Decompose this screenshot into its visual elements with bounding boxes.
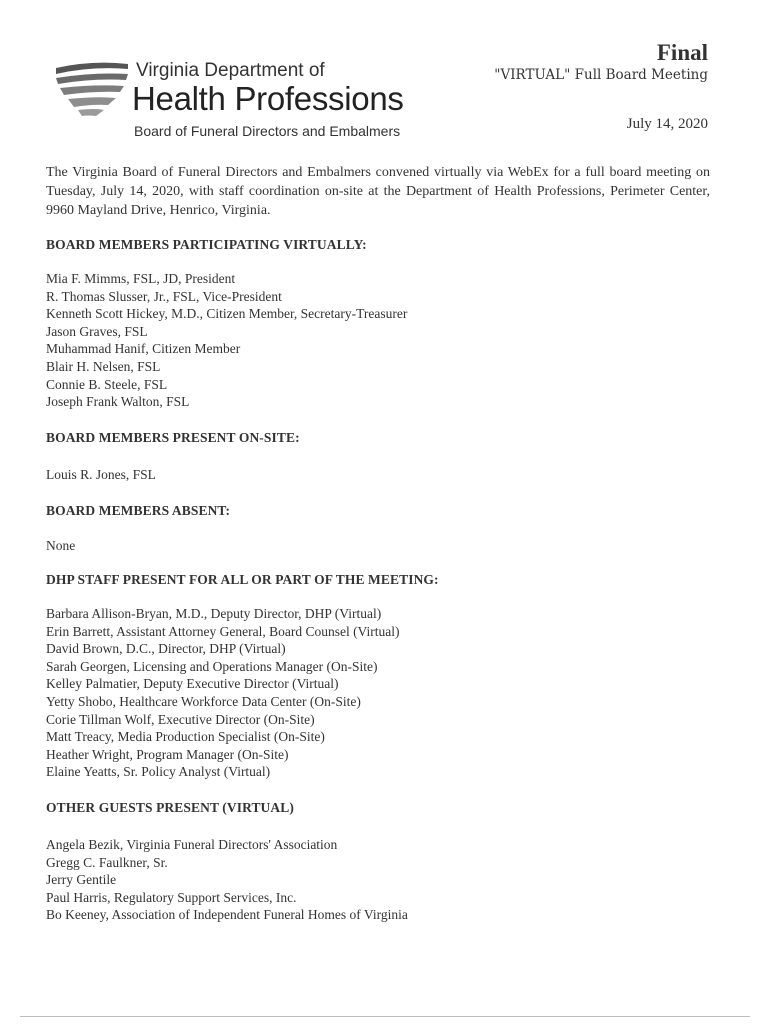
absent-members-list <box>46 537 75 555</box>
list-item: Joseph Frank Walton, FSL <box>46 394 190 410</box>
dhp-staff-list <box>46 605 400 781</box>
board-name: Board of Funeral Directors and Embalmers <box>134 123 401 139</box>
list-item: Bo Keeney, Association of Independent Funeral Homes of Virginia <box>46 907 408 923</box>
list-item: Yetty Shobo, Healthcare Workforce Data Center (On-Site) <box>46 693 361 709</box>
list-item: Erin Barrett, Assistant Attorney General, Board Counsel (Virtual) <box>46 623 400 639</box>
intro-paragraph: The Virginia Board of Funeral Directors and Embalmers convened virtually via WebEx for a full board meeting on Tuesday, July 14, 2020, with staff coordination on-site at the Department of Health Professions, Perimeter Center, 9960 Mayland Drive, Henrico, Virginia. <box>46 165 710 218</box>
agency-logo <box>52 52 452 152</box>
list-item: Connie B. Steele, FSL <box>46 376 168 392</box>
list-item: Muhammad Hanif, Citizen Member <box>46 341 241 357</box>
meeting-type: "VIRTUAL" Full Board Meeting <box>494 67 708 83</box>
section-heading-absent-members: BOARD MEMBERS ABSENT: <box>46 503 231 518</box>
list-item: None <box>46 538 76 553</box>
list-item: Barbara Allison-Bryan, M.D., Deputy Director, DHP (Virtual) <box>46 606 382 621</box>
list-item: Jerry Gentile <box>46 872 117 888</box>
list-item: Angela Bezik, Virginia Funeral Directors' Association <box>46 837 338 852</box>
document-status: Final <box>656 40 708 65</box>
list-item: Matt Treacy, Media Production Specialist (On-Site) <box>46 729 325 745</box>
list-item: David Brown, D.C., Director, DHP (Virtual) <box>46 641 286 657</box>
list-item: Gregg C. Faulkner, Sr. <box>46 854 168 870</box>
section-heading-dhp-staff: DHP STAFF PRESENT FOR ALL OR PART OF THE MEETING: <box>46 572 439 587</box>
section-heading-onsite-members: BOARD MEMBERS PRESENT ON-SITE: <box>46 430 300 445</box>
other-guests-list <box>46 836 408 924</box>
list-item: R. Thomas Slusser, Jr., FSL, Vice-President <box>46 288 282 304</box>
list-item: Mia F. Mimms, FSL, JD, President <box>46 271 236 286</box>
section-heading-other-guests: OTHER GUESTS PRESENT (VIRTUAL) <box>46 800 294 815</box>
list-item: Corie Tillman Wolf, Executive Director (On-Site) <box>46 711 315 727</box>
agency-name-line2: Health Professions <box>132 80 404 117</box>
list-item: Kelley Palmatier, Deputy Executive Director (Virtual) <box>46 676 339 692</box>
virtual-members-list <box>46 270 407 411</box>
list-item: Kenneth Scott Hickey, M.D., Citizen Member, Secretary-Treasurer <box>46 306 408 322</box>
list-item: Elaine Yeatts, Sr. Policy Analyst (Virtual) <box>46 764 271 780</box>
meeting-date: July 14, 2020 <box>626 116 708 132</box>
dhp-swoosh-logo-icon <box>52 58 130 120</box>
page-bottom-rule <box>20 1016 750 1017</box>
onsite-members-list <box>46 466 156 484</box>
list-item: Paul Harris, Regulatory Support Services, Inc. <box>46 889 297 905</box>
list-item: Sarah Georgen, Licensing and Operations Manager (On-Site) <box>46 658 378 674</box>
list-item: Louis R. Jones, FSL <box>46 467 156 482</box>
agency-name-line1: Virginia Department of <box>136 60 325 81</box>
section-heading-virtual-members: BOARD MEMBERS PARTICIPATING VIRTUALLY: <box>46 237 367 252</box>
list-item: Blair H. Nelsen, FSL <box>46 358 161 374</box>
list-item: Jason Graves, FSL <box>46 323 148 339</box>
list-item: Heather Wright, Program Manager (On-Site) <box>46 746 289 762</box>
